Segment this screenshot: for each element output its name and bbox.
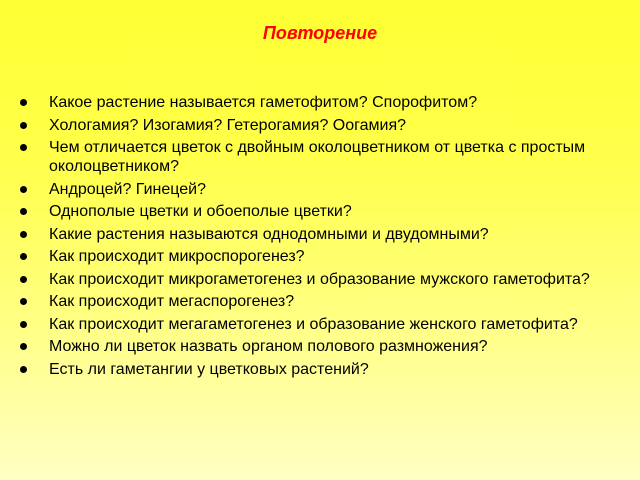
list-item-text: Чем отличается цветок с двойным околоцветником от цветка с простым околоцветником? <box>49 139 586 175</box>
list-item-text: Как происходит мегагаметогенез и образование женского гаметофита? <box>49 315 578 333</box>
list-item <box>19 202 619 221</box>
list-item-text: Андроцей? Гинецей? <box>49 180 206 198</box>
bullet-dot-icon <box>20 99 27 106</box>
bullet-dot-icon <box>20 321 27 328</box>
list-item <box>19 360 619 379</box>
bullet-dot-icon <box>20 366 27 373</box>
bullet-dot-icon <box>20 343 27 350</box>
list-item-text: Как происходит мегаспорогенез? <box>49 293 295 310</box>
bullet-dot-icon <box>20 253 27 260</box>
question-list <box>19 93 619 382</box>
bullet-dot-icon <box>20 122 27 129</box>
list-item <box>19 138 619 176</box>
list-item-text: Какое растение называется гаметофитом? Спорофитом? <box>49 94 478 111</box>
slide-title: Повторение <box>262 23 378 43</box>
list-item-text: Какие растения называются однодомными и двудомными? <box>49 225 489 243</box>
list-item-text: Однополые цветки и обоеполые цветки? <box>49 203 352 220</box>
bullet-dot-icon <box>20 298 27 305</box>
list-item <box>19 116 619 135</box>
list-item-text: Есть ли гаметангии у цветковых растений? <box>49 360 369 378</box>
list-item-text: Как происходит микрогаметогенез и образование мужского гаметофита? <box>49 270 590 288</box>
list-item <box>19 337 619 356</box>
list-item <box>19 225 619 244</box>
list-item <box>19 292 619 311</box>
bullet-dot-icon <box>20 144 27 151</box>
bullet-dot-icon <box>20 186 27 193</box>
list-item <box>19 247 619 266</box>
list-item-text: Можно ли цветок назвать органом полового размножения? <box>49 338 488 355</box>
list-item <box>19 180 619 199</box>
list-item <box>19 270 619 289</box>
bullet-dot-icon <box>20 276 27 283</box>
bullet-dot-icon <box>20 208 27 215</box>
list-item <box>19 315 619 334</box>
list-item-text: Хологамия? Изогамия? Гетерогамия? Оогамия? <box>49 116 407 134</box>
list-item <box>19 93 619 112</box>
list-item-text: Как происходит микроспорогенез? <box>49 248 305 265</box>
bullet-dot-icon <box>20 231 27 238</box>
